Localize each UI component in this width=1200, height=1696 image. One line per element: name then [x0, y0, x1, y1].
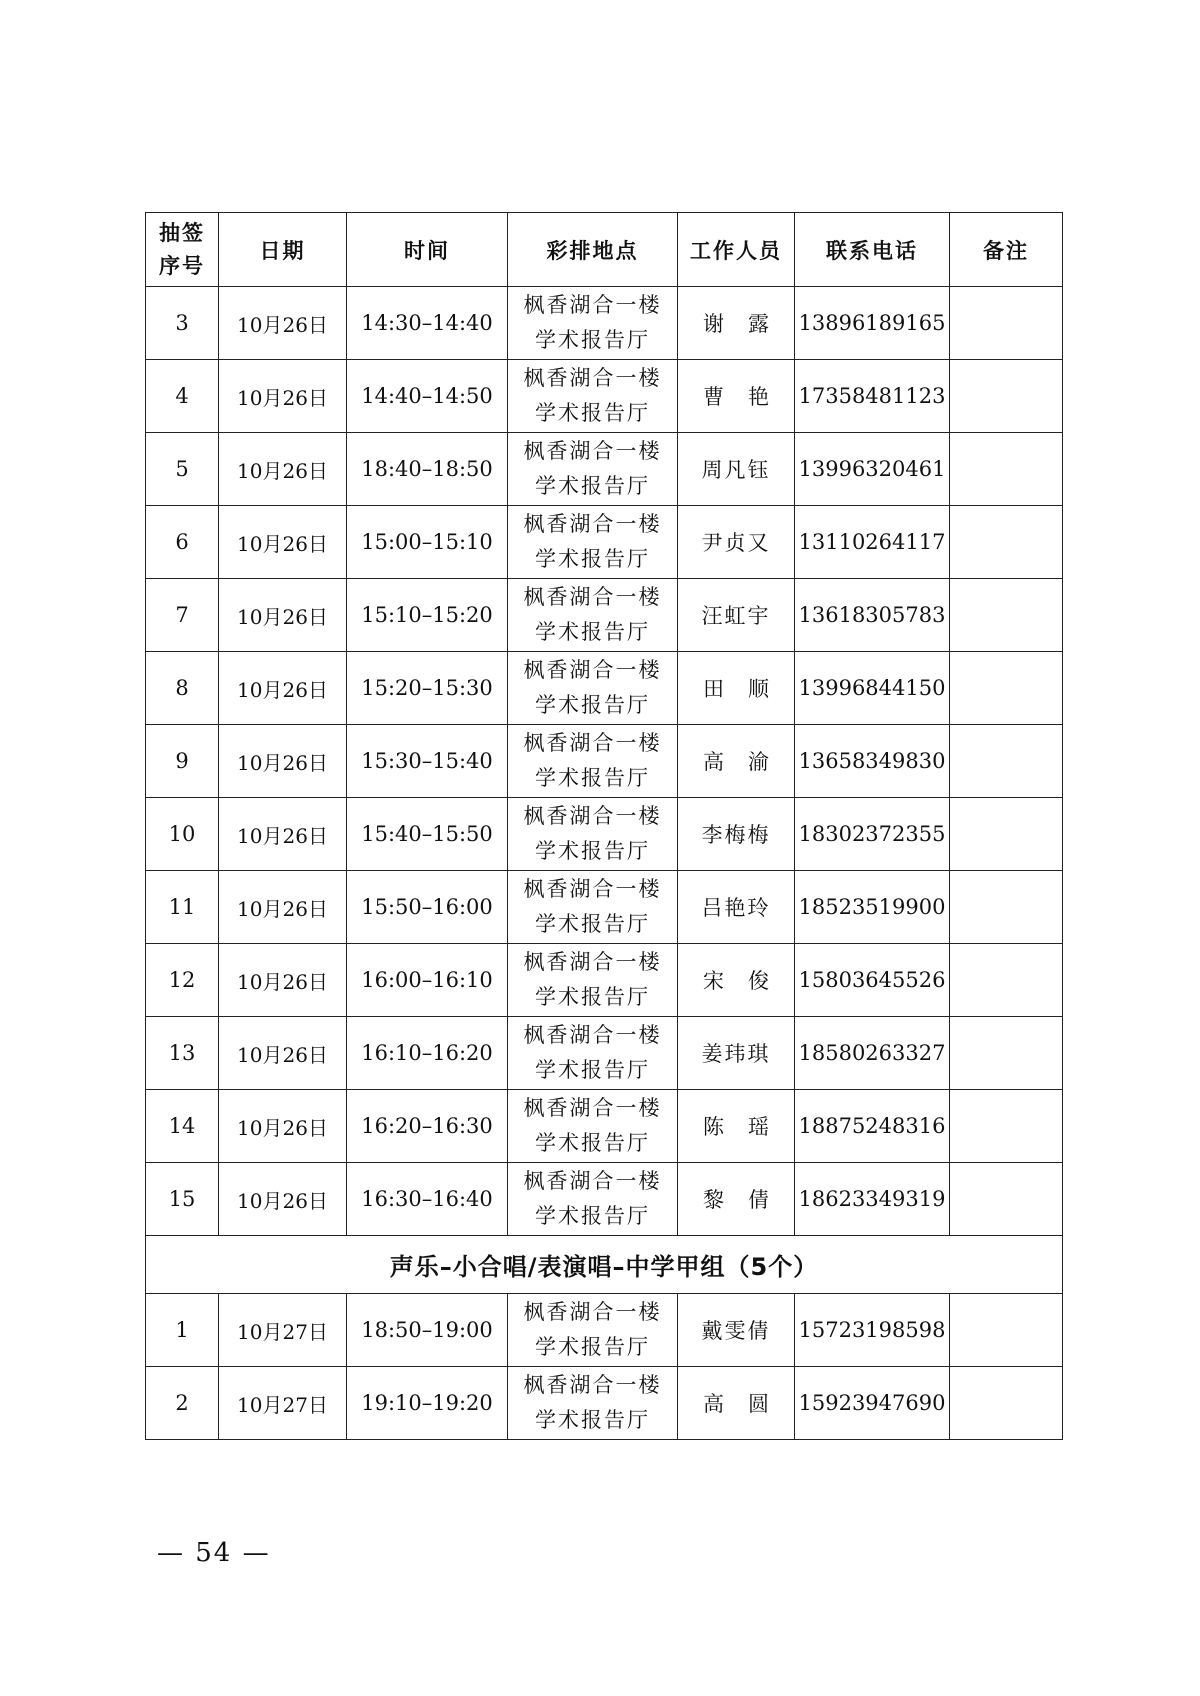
- cell-staff: 尹贞又: [678, 506, 795, 579]
- cell-notes: [950, 287, 1063, 360]
- cell-date: 10月26日: [219, 1017, 347, 1090]
- venue-line2: 学术报告厅: [535, 1335, 650, 1359]
- cell-phone: 13996844150: [795, 652, 950, 725]
- cell-staff: 宋俊: [678, 944, 795, 1017]
- venue-line1: 枫香湖合一楼: [523, 1023, 662, 1047]
- cell-venue: [508, 798, 678, 871]
- table-row: [146, 871, 1063, 944]
- header-row: [146, 213, 1063, 287]
- cell-phone: 13896189165: [795, 287, 950, 360]
- table-row: [146, 1017, 1063, 1090]
- cell-seq: 15: [146, 1163, 219, 1236]
- venue-line2: 学术报告厅: [535, 547, 650, 571]
- cell-venue: [508, 1294, 678, 1367]
- cell-seq: 4: [146, 360, 219, 433]
- venue-line2: 学术报告厅: [535, 1408, 650, 1432]
- cell-notes: [950, 725, 1063, 798]
- cell-time: 14:40–14:50: [347, 360, 508, 433]
- cell-phone: 18875248316: [795, 1090, 950, 1163]
- cell-venue: [508, 579, 678, 652]
- cell-notes: [950, 579, 1063, 652]
- cell-notes: [950, 871, 1063, 944]
- cell-seq: 12: [146, 944, 219, 1017]
- cell-staff: 田顺: [678, 652, 795, 725]
- cell-date: 10月26日: [219, 579, 347, 652]
- cell-seq: 5: [146, 433, 219, 506]
- cell-staff: 汪虹宇: [678, 579, 795, 652]
- cell-time: 15:20–15:30: [347, 652, 508, 725]
- venue-line2: 学术报告厅: [535, 1058, 650, 1082]
- cell-staff: 李梅梅: [678, 798, 795, 871]
- cell-venue: [508, 287, 678, 360]
- cell-seq: 6: [146, 506, 219, 579]
- cell-notes: [950, 506, 1063, 579]
- venue-line2: 学术报告厅: [535, 1204, 650, 1228]
- cell-staff: 周凡钰: [678, 433, 795, 506]
- cell-venue: [508, 652, 678, 725]
- cell-phone: 13618305783: [795, 579, 950, 652]
- cell-date: 10月26日: [219, 725, 347, 798]
- cell-venue: [508, 360, 678, 433]
- table-row: [146, 944, 1063, 1017]
- cell-time: 15:50–16:00: [347, 871, 508, 944]
- cell-date: 10月27日: [219, 1294, 347, 1367]
- cell-phone: 15923947690: [795, 1367, 950, 1440]
- cell-phone: 18523519900: [795, 871, 950, 944]
- cell-staff: 姜玮琪: [678, 1017, 795, 1090]
- cell-time: 15:00–15:10: [347, 506, 508, 579]
- cell-venue: [508, 1367, 678, 1440]
- schedule-body: [146, 287, 1063, 1236]
- cell-time: 16:20–16:30: [347, 1090, 508, 1163]
- venue-line1: 枫香湖合一楼: [523, 293, 662, 317]
- cell-venue: [508, 1017, 678, 1090]
- table-row: [146, 360, 1063, 433]
- cell-notes: [950, 433, 1063, 506]
- venue-line1: 枫香湖合一楼: [523, 585, 662, 609]
- cell-phone: 18580263327: [795, 1017, 950, 1090]
- cell-date: 10月26日: [219, 1090, 347, 1163]
- rehearsal-schedule-table: [145, 212, 1063, 1440]
- cell-phone: 18302372355: [795, 798, 950, 871]
- cell-staff: 吕艳玲: [678, 871, 795, 944]
- cell-seq: 3: [146, 287, 219, 360]
- cell-time: 18:50–19:00: [347, 1294, 508, 1367]
- header-notes: 备注: [950, 213, 1063, 287]
- venue-line2: 学术报告厅: [535, 1131, 650, 1155]
- cell-time: 16:10–16:20: [347, 1017, 508, 1090]
- venue-line1: 枫香湖合一楼: [523, 950, 662, 974]
- cell-notes: [950, 652, 1063, 725]
- cell-notes: [950, 1017, 1063, 1090]
- venue-line2: 学术报告厅: [535, 328, 650, 352]
- table-row: [146, 798, 1063, 871]
- page-number: — 54 —: [157, 1538, 271, 1568]
- cell-time: 18:40–18:50: [347, 433, 508, 506]
- cell-phone: 17358481123: [795, 360, 950, 433]
- cell-seq: 8: [146, 652, 219, 725]
- venue-line1: 枫香湖合一楼: [523, 1096, 662, 1120]
- cell-date: 10月26日: [219, 360, 347, 433]
- header-date: 日期: [219, 213, 347, 287]
- cell-venue: [508, 433, 678, 506]
- cell-phone: 13658349830: [795, 725, 950, 798]
- cell-staff: 高渝: [678, 725, 795, 798]
- cell-time: 15:30–15:40: [347, 725, 508, 798]
- section-body: [146, 1294, 1063, 1440]
- cell-time: 15:40–15:50: [347, 798, 508, 871]
- venue-line2: 学术报告厅: [535, 912, 650, 936]
- cell-time: 16:30–16:40: [347, 1163, 508, 1236]
- cell-venue: [508, 725, 678, 798]
- cell-seq: 14: [146, 1090, 219, 1163]
- cell-venue: [508, 1090, 678, 1163]
- cell-venue: [508, 944, 678, 1017]
- cell-phone: 13996320461: [795, 433, 950, 506]
- header-staff: 工作人员: [678, 213, 795, 287]
- cell-seq: 10: [146, 798, 219, 871]
- venue-line2: 学术报告厅: [535, 474, 650, 498]
- cell-staff: 戴雯倩: [678, 1294, 795, 1367]
- cell-seq: 13: [146, 1017, 219, 1090]
- table-row: [146, 433, 1063, 506]
- venue-line1: 枫香湖合一楼: [523, 1373, 662, 1397]
- cell-phone: 15723198598: [795, 1294, 950, 1367]
- venue-line1: 枫香湖合一楼: [523, 731, 662, 755]
- cell-time: 15:10–15:20: [347, 579, 508, 652]
- cell-notes: [950, 798, 1063, 871]
- cell-staff: 谢露: [678, 287, 795, 360]
- header-time: 时间: [347, 213, 508, 287]
- table-row: [146, 1294, 1063, 1367]
- table-row: [146, 725, 1063, 798]
- cell-time: 14:30–14:40: [347, 287, 508, 360]
- cell-notes: [950, 1367, 1063, 1440]
- venue-line2: 学术报告厅: [535, 766, 650, 790]
- venue-line1: 枫香湖合一楼: [523, 658, 662, 682]
- venue-line1: 枫香湖合一楼: [523, 1169, 662, 1193]
- venue-line1: 枫香湖合一楼: [523, 439, 662, 463]
- cell-staff: 黎倩: [678, 1163, 795, 1236]
- cell-seq: 7: [146, 579, 219, 652]
- cell-date: 10月26日: [219, 944, 347, 1017]
- cell-date: 10月26日: [219, 1163, 347, 1236]
- section-header-row: [146, 1236, 1063, 1294]
- cell-date: 10月26日: [219, 652, 347, 725]
- cell-date: 10月26日: [219, 871, 347, 944]
- venue-line1: 枫香湖合一楼: [523, 512, 662, 536]
- header-seq-line2: 序号: [159, 253, 205, 278]
- cell-seq: 9: [146, 725, 219, 798]
- table-row: [146, 1163, 1063, 1236]
- venue-line1: 枫香湖合一楼: [523, 366, 662, 390]
- cell-notes: [950, 944, 1063, 1017]
- cell-phone: 18623349319: [795, 1163, 950, 1236]
- venue-line1: 枫香湖合一楼: [523, 804, 662, 828]
- section-group: [146, 1236, 1063, 1294]
- cell-date: 10月27日: [219, 1367, 347, 1440]
- cell-venue: [508, 506, 678, 579]
- cell-date: 10月26日: [219, 287, 347, 360]
- cell-venue: [508, 1163, 678, 1236]
- venue-line2: 学术报告厅: [535, 985, 650, 1009]
- header-phone: 联系电话: [795, 213, 950, 287]
- header-seq-line1: 抽签: [159, 220, 205, 245]
- table-row: [146, 1367, 1063, 1440]
- header-venue: 彩排地点: [508, 213, 678, 287]
- cell-notes: [950, 1294, 1063, 1367]
- header-seq: [146, 213, 219, 287]
- venue-line1: 枫香湖合一楼: [523, 1300, 662, 1324]
- cell-date: 10月26日: [219, 798, 347, 871]
- cell-seq: 1: [146, 1294, 219, 1367]
- venue-line1: 枫香湖合一楼: [523, 877, 662, 901]
- cell-notes: [950, 360, 1063, 433]
- cell-date: 10月26日: [219, 506, 347, 579]
- cell-seq: 11: [146, 871, 219, 944]
- cell-notes: [950, 1090, 1063, 1163]
- cell-staff: 高圆: [678, 1367, 795, 1440]
- venue-line2: 学术报告厅: [535, 620, 650, 644]
- venue-line2: 学术报告厅: [535, 839, 650, 863]
- table-row: [146, 579, 1063, 652]
- table-row: [146, 1090, 1063, 1163]
- table-row: [146, 506, 1063, 579]
- cell-time: 19:10–19:20: [347, 1367, 508, 1440]
- cell-date: 10月26日: [219, 433, 347, 506]
- table-row: [146, 287, 1063, 360]
- cell-phone: 15803645526: [795, 944, 950, 1017]
- cell-venue: [508, 871, 678, 944]
- cell-staff: 曹艳: [678, 360, 795, 433]
- cell-notes: [950, 1163, 1063, 1236]
- cell-time: 16:00–16:10: [347, 944, 508, 1017]
- section-title: 声乐–小合唱/表演唱–中学甲组（5个）: [146, 1236, 1063, 1294]
- table-row: [146, 652, 1063, 725]
- cell-staff: 陈瑶: [678, 1090, 795, 1163]
- venue-line2: 学术报告厅: [535, 693, 650, 717]
- venue-line2: 学术报告厅: [535, 401, 650, 425]
- cell-seq: 2: [146, 1367, 219, 1440]
- cell-phone: 13110264117: [795, 506, 950, 579]
